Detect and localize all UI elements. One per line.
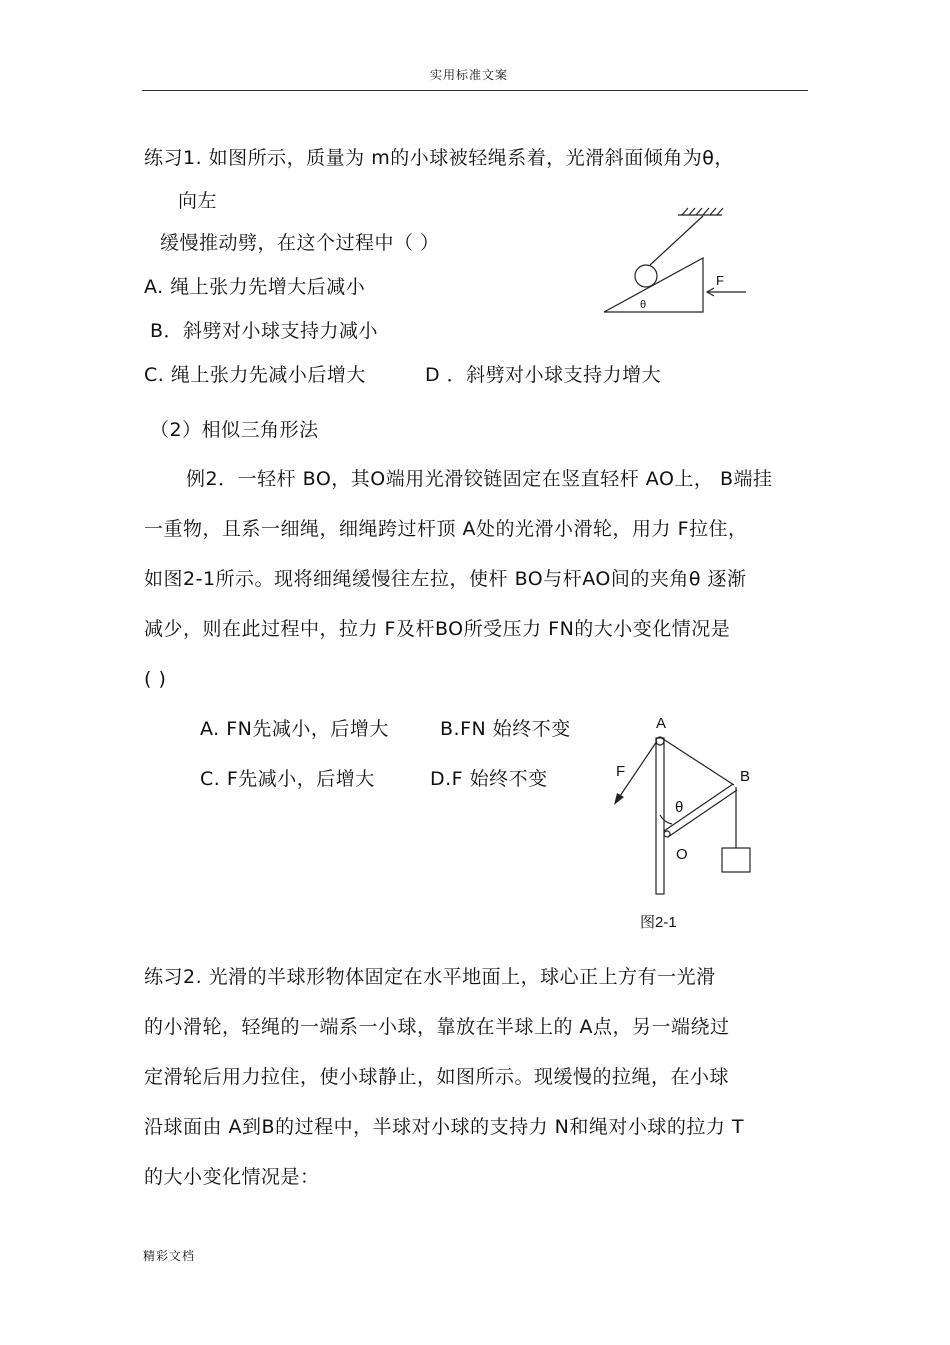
- label-f: F: [616, 763, 626, 780]
- example2-option-b: B.FN 始终不变: [440, 718, 571, 740]
- example2-option-d: D.F 始终不变: [430, 768, 548, 790]
- exercise1-option-a: A. 绳上张力先增大后减小: [144, 276, 366, 298]
- example2-option-a: A. FN先减小，后增大: [200, 718, 389, 740]
- exercise1-option-d: D ．斜劈对小球支持力增大: [425, 364, 662, 386]
- rope-ab: [660, 737, 734, 785]
- example2-option-c: C. F先减小，后增大: [200, 768, 375, 790]
- example2-line5: ( ): [144, 668, 167, 690]
- exercise1-line3: 缓慢推动劈，在这个过程中（ ）: [160, 232, 440, 254]
- wedge-force-label: F: [716, 273, 724, 288]
- label-theta: θ: [675, 799, 684, 816]
- label-o: O: [676, 846, 688, 863]
- figure-caption: 图2-1: [640, 914, 677, 931]
- rod-pulley-diagram: [600, 705, 770, 940]
- footer-text: 精彩文档: [143, 1249, 196, 1263]
- exercise1-option-b: B．斜劈对小球支持力减小: [150, 320, 379, 342]
- wedge-ball-diagram: [600, 205, 760, 320]
- exercise2-line2: 的小滑轮，轻绳的一端系一小球，靠放在半球上的 A点，另一端绕过: [144, 1016, 730, 1038]
- rope: [650, 216, 703, 265]
- hinge: [664, 831, 670, 837]
- exercise1-option-c: C. 绳上张力先减小后增大: [144, 364, 366, 386]
- exercise2-line1: 练习2. 光滑的半球形物体固定在水平地面上，球心正上方有一光滑: [144, 966, 716, 988]
- exercise1-line1: 练习1. 如图所示，质量为 m的小球被轻绳系着，光滑斜面倾角为θ，: [144, 147, 734, 169]
- exercise2-line5: 的大小变化情况是：: [144, 1166, 320, 1188]
- ball: [635, 265, 657, 287]
- exercise2-line4: 沿球面由 A到B的过程中，半球对小球的支持力 N和绳对小球的拉力 T: [144, 1116, 744, 1138]
- example2-line1: 例2．一轻杆 BO，其O端用光滑铰链固定在竖直轻杆 AO上， B端挂: [186, 468, 773, 490]
- exercise2-line3: 定滑轮后用力拉住，使小球静止，如图所示。现缓慢的拉绳，在小球: [144, 1066, 730, 1088]
- wedge: [604, 258, 703, 312]
- example2-line3: 如图2-1所示。现将细绳缓慢往左拉，使杆 BO与杆AO间的夹角θ 逐渐: [144, 568, 747, 590]
- wedge-angle-label: θ: [640, 299, 647, 311]
- label-b: B: [740, 768, 751, 785]
- label-a: A: [656, 715, 667, 732]
- header-title: 实用标准文案: [430, 68, 509, 82]
- header-divider: [142, 90, 808, 91]
- example2-line4: 减少，则在此过程中，拉力 F及杆BO所受压力 FN的大小变化情况是: [144, 618, 731, 640]
- example2-line2: 一重物，且系一细绳，细绳跨过杆顶 A处的光滑小滑轮，用力 F拉住，: [144, 518, 748, 540]
- section2-title: （2）相似三角形法: [150, 419, 319, 441]
- exercise1-line2: 向左: [178, 190, 218, 212]
- angle-arc: [660, 815, 672, 824]
- weight: [722, 848, 750, 872]
- ceiling-hatch: [682, 208, 723, 215]
